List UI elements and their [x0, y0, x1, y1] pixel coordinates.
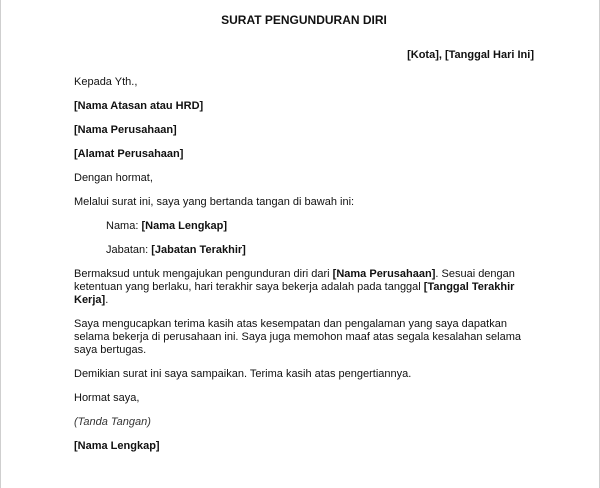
resignation-paragraph: [74, 268, 534, 307]
letter-body: [74, 14, 534, 464]
intro-paragraph: Melalui surat ini, saya yang bertanda tangan di bawah ini:: [74, 196, 355, 208]
recipient-salutation: Kepada Yth.,: [74, 76, 138, 88]
resignation-company: [Nama Perusahaan]: [332, 268, 436, 280]
name-value: [Nama Lengkap]: [141, 220, 228, 232]
signature-placeholder: (Tanda Tangan): [74, 416, 151, 428]
resignation-text-2: . Sesuai dengan ketentuan yang berlaku, hari terakhir saya bekerja adalah pada tanggal: [74, 268, 515, 293]
signer-name: [Nama Lengkap]: [74, 440, 160, 452]
resignation-text-1: Bermaksud untuk mengajukan pengunduran diri dari: [74, 268, 333, 280]
position-value: [Jabatan Terakhir]: [151, 244, 246, 256]
place-date: [Kota], [Tanggal Hari Ini]: [407, 49, 534, 61]
recipient-name: [Nama Atasan atau HRD]: [74, 100, 204, 112]
position-label: Jabatan:: [106, 244, 149, 256]
letter-title: SURAT PENGUNDURAN DIRI: [221, 13, 387, 27]
identity-name-line: [74, 220, 534, 233]
name-label: Nama:: [106, 220, 139, 232]
gratitude-paragraph: Saya mengucapkan terima kasih atas kesempatan dan pengalaman yang saya dapatkan selama bekerja di perusahaan ini. Saya juga memohon maaf atas segala kesalahan selama saya bertugas.: [74, 318, 521, 356]
resignation-text-3: .: [105, 294, 109, 306]
sign-off: Hormat saya,: [74, 392, 140, 404]
closing-statement: Demikian surat ini saya sampaikan. Terima kasih atas pengertiannya.: [74, 368, 412, 380]
greeting: Dengan hormat,: [74, 172, 153, 184]
identity-position-line: [74, 244, 534, 257]
last-working-day: [Tanggal Terakhir Kerja]: [74, 281, 515, 306]
recipient-address: [Alamat Perusahaan]: [74, 148, 184, 160]
recipient-company: [Nama Perusahaan]: [74, 124, 177, 136]
